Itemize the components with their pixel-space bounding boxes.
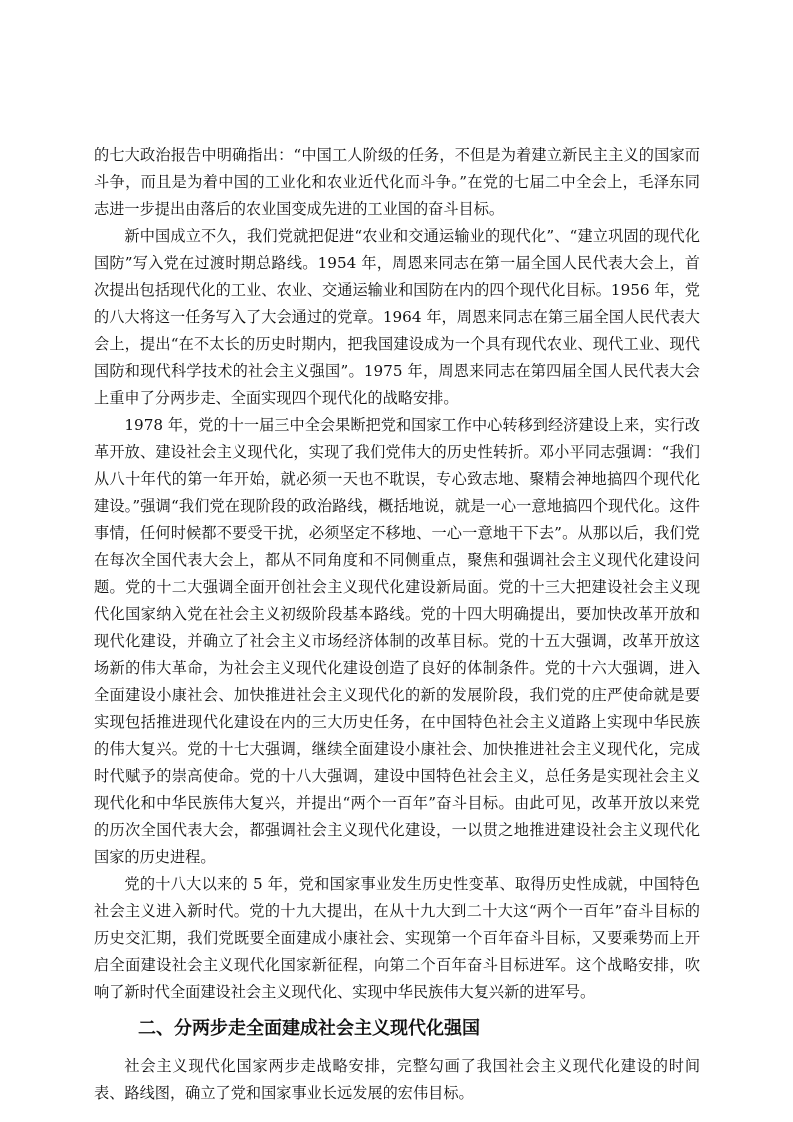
document-body [94, 142, 700, 1107]
paragraph-new-era: 党的十八大以来的 5 年，党和国家事业发生历史性变革、取得历史性成就，中国特色社会主义进入新时代。党的十九大提出，在从十九大到二十大这“两个一百年”奋斗目标的历史交汇期，我们党既要全面建成小康社会、实现第一个百年奋斗目标，又要乘势而上开启全面建设社会主义现代化国家新征程，向第二个百年奋斗目标进军。这个战略安排，吹响了新时代全面建设社会主义现代化、实现中华民族伟大复兴新的进军号。 [94, 875, 700, 1001]
paragraph-new-china-modernization: 新中国成立不久，我们党就把促进“农业和交通运输业的现代化”、“建立巩固的现代化国防”写入党在过渡时期总路线。1954 年，周恩来同志在第一届全国人民代表大会上，首次提出包括现代化的工业、农业、交通运输业和国防在内的四个现代化目标。1956 年，党的八大将这一任务写入了大会通过的党章。1964 年，周恩来同志在第三届全国人民代表大会上，提出“在不太长的历史时期内，把我国建设成为一个具有现代农业、现代工业、现代国防和现代科学技术的社会主义强国”。1975 年，周恩来同志在第四届全国人民代表大会上重申了分两步走、全面实现四个现代化的战略安排。 [94, 227, 700, 407]
paragraph-two-step-strategy: 社会主义现代化国家两步走战略安排，完整勾画了我国社会主义现代化建设的时间表、路线图，确立了党和国家事业长远发展的宏伟目标。 [94, 1057, 700, 1102]
paragraph-continuation: 的七大政治报告中明确指出：“中国工人阶级的任务，不但是为着建立新民主主义的国家而斗争，而且是为着中国的工业化和农业近代化而斗争。”在党的七届二中全会上，毛泽东同志进一步提出由落后的农业国变成先进的工业国的奋斗目标。 [94, 146, 700, 218]
section-heading: 二、分两步走全面建成社会主义现代化强国 [138, 1018, 480, 1039]
paragraph-reform-opening: 1978 年，党的十一届三中全会果断把党和国家工作中心转移到经济建设上来，实行改革开放、建设社会主义现代化，实现了我们党伟大的历史性转折。邓小平同志强调：“我们从八十年代的第一年开始，就必须一天也不耽误，专心致志地、聚精会神地搞四个现代化建设。”强调“我们党在现阶段的政治路线，概括地说，就是一心一意地搞四个现代化。这件事情，任何时候都不要受干扰，必须坚定不移地、一心一意地干下去”。从那以后，我们党在每次全国代表大会上，都从不同角度和不同侧重点，聚焦和强调社会主义现代化建设问题。党的十二大强调全面开创社会主义现代化建设新局面。党的十三大把建设社会主义现代化国家纳入党在社会主义初级阶段基本路线。党的十四大明确提出，要加快改革开放和现代化建设，并确立了社会主义市场经济体制的改革目标。党的十五大强调，改革开放这场新的伟大革命，为社会主义现代化建设创造了良好的体制条件。党的十六大强调，进入全面建设小康社会、加快推进社会主义现代化的新的发展阶段，我们党的庄严使命就是要实现包括推进现代化建设在内的三大历史任务，在中国特色社会主义道路上实现中华民族的伟大复兴。党的十七大强调，继续全面建设小康社会、加快推进社会主义现代化，完成时代赋予的崇高使命。党的十八大强调，建设中国特色社会主义，总任务是实现社会主义现代化和中华民族伟大复兴，并提出“两个一百年”奋斗目标。由此可见，改革开放以来党的历次全国代表大会，都强调社会主义现代化建设，一以贯之地推进建设社会主义现代化国家的历史进程。 [94, 416, 700, 866]
